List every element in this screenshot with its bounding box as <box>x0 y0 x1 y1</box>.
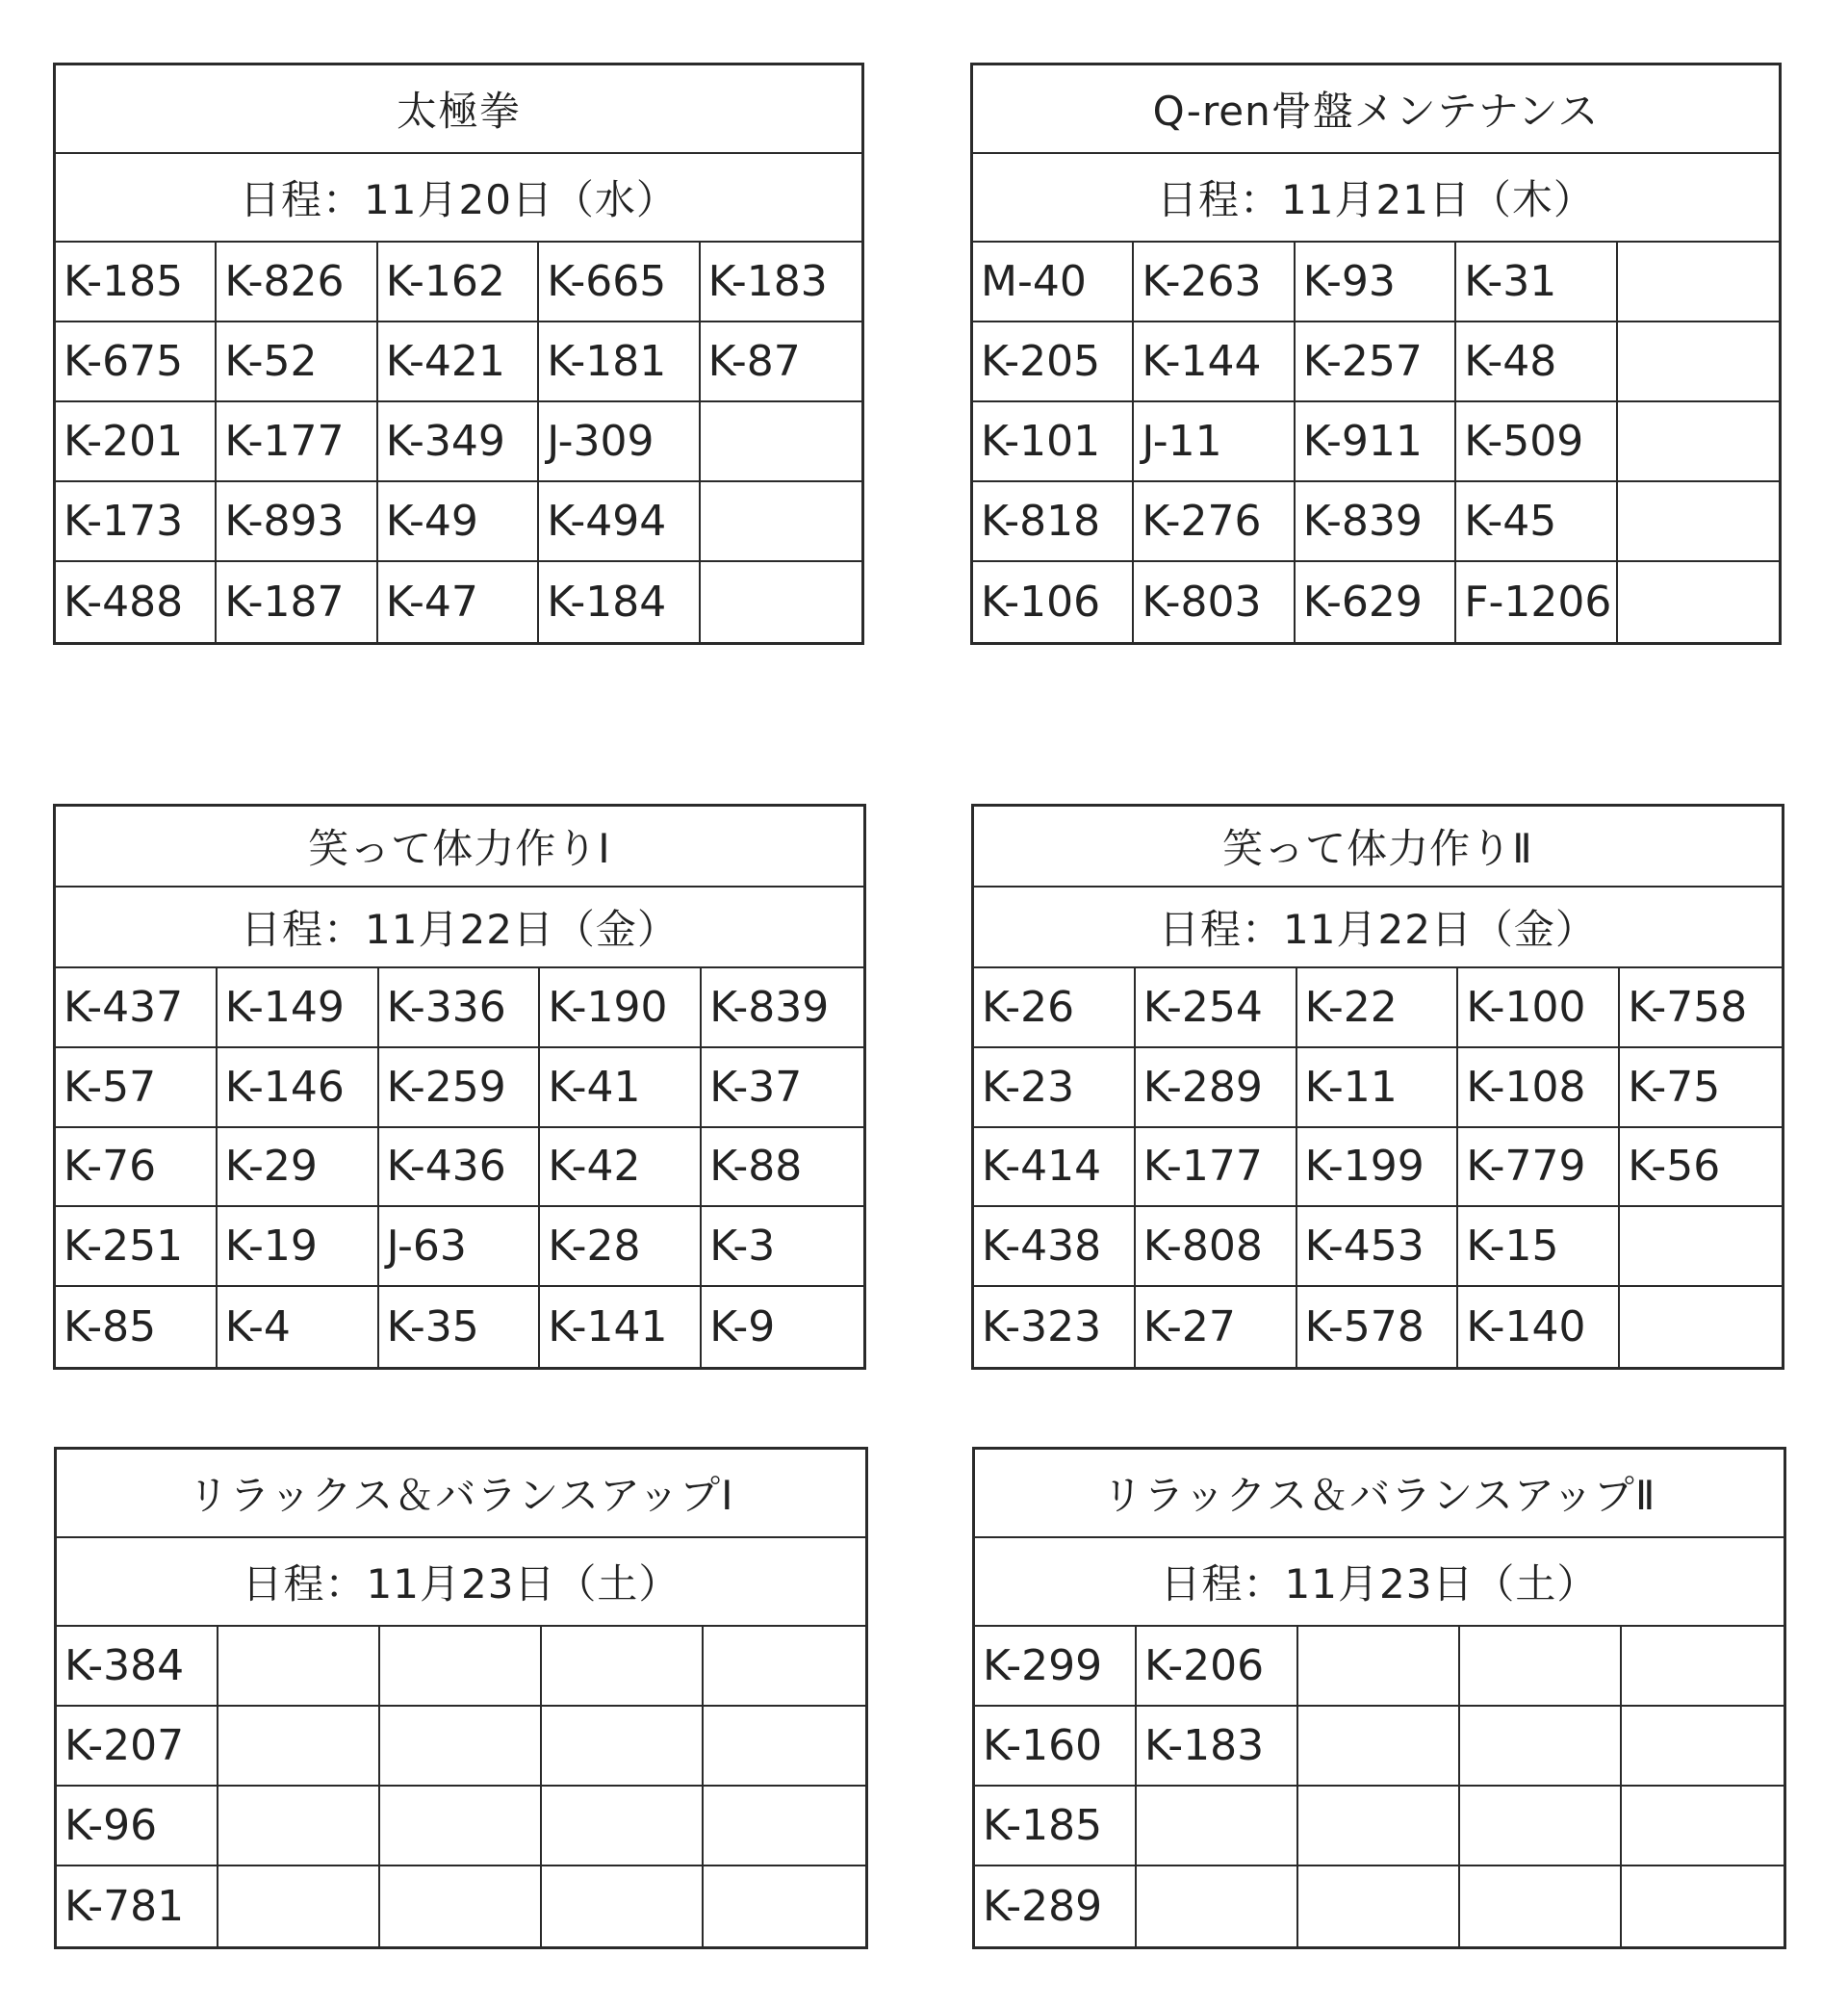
participant-cell: K-488 <box>56 562 217 642</box>
participant-cell: K-839 <box>702 968 863 1048</box>
class-table-fitness-1 <box>53 804 866 1370</box>
participant-cell: K-146 <box>218 1048 379 1128</box>
participant-cell <box>1622 1627 1784 1707</box>
participant-cell: K-177 <box>217 402 377 482</box>
participant-cell: K-185 <box>56 243 217 322</box>
participant-cell: K-289 <box>1136 1048 1297 1128</box>
participant-cell: K-911 <box>1296 402 1456 482</box>
participant-cell <box>1137 1866 1298 1946</box>
participant-cell: K-41 <box>540 1048 702 1128</box>
participant-cell: K-826 <box>217 243 377 322</box>
participant-cell <box>1622 1707 1784 1787</box>
participant-cell: K-758 <box>1620 968 1782 1048</box>
participant-cell: K-48 <box>1456 322 1617 402</box>
participant-cell: K-26 <box>974 968 1136 1048</box>
class-title: 笑って体力作りⅠ <box>56 807 863 888</box>
participant-grid <box>56 968 863 1367</box>
class-date: 日程：11月23日（土） <box>57 1538 865 1627</box>
participant-cell: K-11 <box>1297 1048 1459 1128</box>
participant-cell <box>704 1627 865 1707</box>
participant-cell: K-254 <box>1136 968 1297 1048</box>
participant-cell: K-4 <box>218 1287 379 1367</box>
class-table-relax-balance-2 <box>972 1447 1786 1949</box>
participant-cell: K-437 <box>56 968 218 1048</box>
participant-cell: K-206 <box>1137 1627 1298 1707</box>
participant-cell: K-162 <box>378 243 539 322</box>
class-title: リラックス＆バランスアップⅠ <box>57 1450 865 1538</box>
participant-cell: K-29 <box>218 1128 379 1208</box>
participant-cell: K-323 <box>974 1287 1136 1367</box>
participant-cell: J-63 <box>379 1207 541 1287</box>
participant-cell: K-187 <box>217 562 377 642</box>
participant-cell <box>542 1787 704 1866</box>
participant-cell <box>218 1787 380 1866</box>
class-date: 日程：11月22日（金） <box>974 888 1782 968</box>
participant-cell <box>1618 322 1779 402</box>
participant-cell: K-37 <box>702 1048 863 1128</box>
participant-cell: K-140 <box>1458 1287 1620 1367</box>
participant-cell: K-100 <box>1458 968 1620 1048</box>
participant-grid <box>975 1627 1784 1946</box>
class-title: 太極拳 <box>56 65 861 154</box>
participant-cell: K-149 <box>218 968 379 1048</box>
participant-grid <box>974 968 1782 1367</box>
class-table-qren-pelvis <box>970 63 1782 645</box>
participant-cell: K-144 <box>1134 322 1295 402</box>
participant-cell: K-453 <box>1297 1207 1459 1287</box>
participant-cell: K-31 <box>1456 243 1617 322</box>
participant-cell: K-893 <box>217 482 377 562</box>
participant-cell: K-779 <box>1458 1128 1620 1208</box>
participant-cell: K-184 <box>539 562 700 642</box>
participant-cell: K-207 <box>57 1707 218 1787</box>
class-table-fitness-2 <box>971 804 1784 1370</box>
participant-cell: K-27 <box>1136 1287 1297 1367</box>
participant-cell <box>1618 243 1779 322</box>
class-table-taikyokuken <box>53 63 864 645</box>
participant-cell <box>1620 1207 1782 1287</box>
participant-cell: K-257 <box>1296 322 1456 402</box>
participant-cell: K-263 <box>1134 243 1295 322</box>
participant-cell <box>704 1707 865 1787</box>
participant-cell <box>218 1866 380 1946</box>
participant-cell <box>704 1787 865 1866</box>
participant-cell: K-173 <box>56 482 217 562</box>
participant-cell: K-185 <box>975 1787 1137 1866</box>
participant-cell <box>701 562 861 642</box>
participant-cell <box>380 1866 542 1946</box>
participant-cell <box>1298 1627 1460 1707</box>
participant-cell: K-803 <box>1134 562 1295 642</box>
participant-cell: K-96 <box>57 1787 218 1866</box>
participant-cell: K-3 <box>702 1207 863 1287</box>
participant-cell: K-183 <box>701 243 861 322</box>
participant-cell: K-251 <box>56 1207 218 1287</box>
participant-cell: K-299 <box>975 1627 1137 1707</box>
participant-cell: K-349 <box>378 402 539 482</box>
participant-cell: K-106 <box>973 562 1134 642</box>
participant-cell: K-289 <box>975 1866 1137 1946</box>
participant-cell <box>542 1866 704 1946</box>
participant-cell: K-76 <box>56 1128 218 1208</box>
participant-cell: K-87 <box>701 322 861 402</box>
participant-cell: K-336 <box>379 968 541 1048</box>
participant-cell: K-56 <box>1620 1128 1782 1208</box>
participant-cell <box>1460 1707 1622 1787</box>
participant-cell <box>1137 1787 1298 1866</box>
participant-cell: K-494 <box>539 482 700 562</box>
participant-cell <box>1618 482 1779 562</box>
participant-cell <box>1460 1627 1622 1707</box>
participant-cell: K-42 <box>540 1128 702 1208</box>
participant-cell <box>380 1787 542 1866</box>
participant-cell: K-57 <box>56 1048 218 1128</box>
participant-cell: K-665 <box>539 243 700 322</box>
participant-grid <box>57 1627 865 1946</box>
participant-cell: M-40 <box>973 243 1134 322</box>
participant-cell <box>542 1707 704 1787</box>
participant-cell: K-52 <box>217 322 377 402</box>
participant-cell: K-15 <box>1458 1207 1620 1287</box>
participant-cell: K-177 <box>1136 1128 1297 1208</box>
participant-cell: K-45 <box>1456 482 1617 562</box>
participant-cell: K-141 <box>540 1287 702 1367</box>
participant-cell: J-309 <box>539 402 700 482</box>
participant-cell: K-183 <box>1137 1707 1298 1787</box>
participant-cell: K-259 <box>379 1048 541 1128</box>
class-date: 日程：11月21日（木） <box>973 154 1779 243</box>
participant-cell: K-839 <box>1296 482 1456 562</box>
participant-cell: K-384 <box>57 1627 218 1707</box>
participant-cell <box>218 1707 380 1787</box>
participant-cell: K-160 <box>975 1707 1137 1787</box>
participant-grid <box>973 243 1779 642</box>
participant-cell: K-629 <box>1296 562 1456 642</box>
participant-cell: K-49 <box>378 482 539 562</box>
participant-cell: K-199 <box>1297 1128 1459 1208</box>
participant-cell: K-205 <box>973 322 1134 402</box>
participant-cell: K-93 <box>1296 243 1456 322</box>
participant-cell: K-28 <box>540 1207 702 1287</box>
class-table-relax-balance-1 <box>54 1447 868 1949</box>
class-title: 笑って体力作りⅡ <box>974 807 1782 888</box>
participant-cell: K-181 <box>539 322 700 402</box>
class-title: Q-ren骨盤メンテナンス <box>973 65 1779 154</box>
participant-cell <box>380 1707 542 1787</box>
participant-cell: K-509 <box>1456 402 1617 482</box>
participant-cell <box>701 402 861 482</box>
participant-cell <box>701 482 861 562</box>
class-date: 日程：11月22日（金） <box>56 888 863 968</box>
participant-cell <box>1622 1787 1784 1866</box>
participant-cell: K-808 <box>1136 1207 1297 1287</box>
participant-cell: K-47 <box>378 562 539 642</box>
participant-cell <box>380 1627 542 1707</box>
participant-cell <box>1460 1866 1622 1946</box>
participant-cell <box>1620 1287 1782 1367</box>
participant-cell: K-108 <box>1458 1048 1620 1128</box>
participant-cell: K-9 <box>709 1302 776 1352</box>
participant-cell <box>1460 1787 1622 1866</box>
participant-cell: K-578 <box>1297 1287 1459 1367</box>
participant-cell: K-19 <box>218 1207 379 1287</box>
participant-cell: K-421 <box>378 322 539 402</box>
participant-cell <box>1298 1787 1460 1866</box>
class-date: 日程：11月20日（水） <box>56 154 861 243</box>
participant-cell: K-276 <box>1134 482 1295 562</box>
participant-cell: K-675 <box>56 322 217 402</box>
participant-cell: K-781 <box>57 1866 218 1946</box>
participant-cell: K-75 <box>1620 1048 1782 1128</box>
participant-cell: K-85 <box>56 1287 218 1367</box>
participant-cell: F-1206 <box>1456 562 1617 642</box>
participant-cell <box>1618 402 1779 482</box>
participant-cell <box>1298 1866 1460 1946</box>
participant-cell <box>1622 1866 1784 1946</box>
participant-cell: K-88 <box>702 1128 863 1208</box>
participant-cell: K-101 <box>973 402 1134 482</box>
participant-cell: J-11 <box>1134 402 1295 482</box>
participant-cell <box>218 1627 380 1707</box>
class-date: 日程：11月23日（土） <box>975 1538 1784 1627</box>
participant-cell: K-190 <box>540 968 702 1048</box>
participant-cell: K-414 <box>974 1128 1136 1208</box>
participant-cell: K-438 <box>974 1207 1136 1287</box>
participant-cell: K-201 <box>56 402 217 482</box>
participant-cell <box>704 1866 865 1946</box>
participant-cell: K-818 <box>973 482 1134 562</box>
participant-cell <box>1618 562 1779 642</box>
participant-cell <box>542 1627 704 1707</box>
participant-cell: K-35 <box>379 1287 541 1367</box>
participant-grid <box>56 243 861 642</box>
participant-cell <box>1298 1707 1460 1787</box>
participant-cell: K-22 <box>1297 968 1459 1048</box>
participant-cell: K-23 <box>974 1048 1136 1128</box>
participant-cell: K-436 <box>379 1128 541 1208</box>
class-title: リラックス＆バランスアップⅡ <box>975 1450 1784 1538</box>
